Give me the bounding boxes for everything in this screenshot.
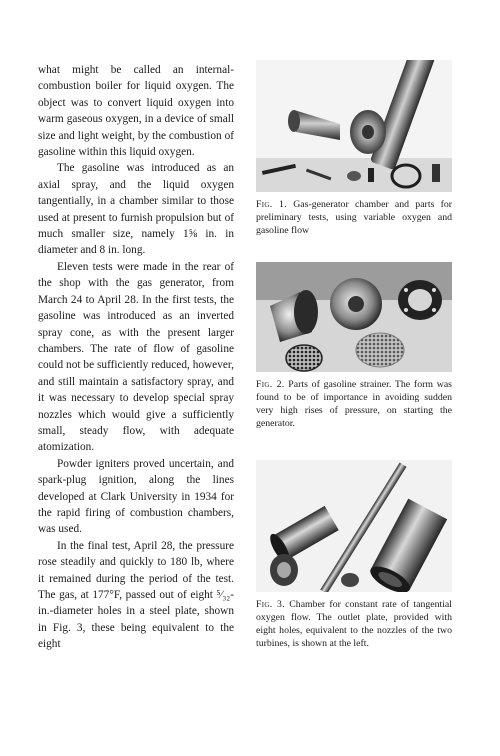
paragraph-1: what might be called an internal-combustion boiler for liquid oxygen. The object was to convert liquid oxygen into warm gaseous oxygen, in a device of small size and light weight, by the combustion of gasoline within this liquid oxygen. bbox=[38, 64, 234, 159]
paragraph-3: Eleven tests were made in the rear of the shop with the gas generator, from March 24 to April 28. In the first tests, the gasoline was introduced as an inverted spray cone, as with the present larger chambers. The rate of flow of gasoline could not be sufficiently reduced, however, and still maintain a satisfactory spray, and it was necessary to develop special spray nozzles which would give a sufficiently small, steady flow, with adequate atomization. bbox=[38, 260, 234, 454]
figure-2-label: Fig. 2. bbox=[256, 379, 285, 390]
figure-1-caption bbox=[256, 198, 452, 237]
paragraph-2: The gasoline was introduced as an axial spray, and the liquid oxygen tangentially, in a chamber similar to those used at present to furnish propulsion but of much smaller size, namely 1⅝ in. in diameter and 8 in. long. bbox=[38, 162, 234, 257]
paragraph-5: In the final test, April 28, the pressure rose steadily and quickly to 180 lb, where it remained during the period of the test. The gas, at 177°F, passed out of eight ⁵⁄₃₂-in.-diameter holes in a steel plate, shown in Fig. 3, these being equivalent to the eight bbox=[38, 539, 234, 651]
figure-3-caption-text: Chamber for constant rate of tangential oxygen flow. The outlet plate, provided with eight holes, equivalent to the nozzles of the two turbines, is shown at the left. bbox=[256, 599, 453, 649]
figure-3-caption bbox=[256, 598, 452, 650]
body-text-column bbox=[38, 62, 234, 653]
figure-1-photo bbox=[256, 60, 452, 192]
figure-3-label: Fig. 3. bbox=[256, 599, 285, 610]
figure-2-caption-text: Parts of gasoline strainer. The form was found to be of importance in avoiding sudden very high rises of pressure, on starting the generator. bbox=[256, 379, 452, 429]
figure-1-label: Fig. 1. bbox=[256, 199, 287, 210]
figure-3-photo bbox=[256, 460, 452, 592]
figure-1 bbox=[256, 60, 452, 237]
figure-2-caption bbox=[256, 378, 452, 430]
figure-3 bbox=[256, 460, 452, 650]
figure-2-photo bbox=[256, 262, 452, 372]
paragraph-4: Powder igniters proved uncertain, and spark-plug ignition, along the lines developed at Clark University in 1934 for the rapid firing of combustion chambers, was used. bbox=[38, 457, 234, 536]
figure-1-caption-text: Gas-generator chamber and parts for preliminary tests, using variable oxygen and gasoline flow bbox=[256, 199, 453, 236]
figure-2 bbox=[256, 262, 452, 430]
